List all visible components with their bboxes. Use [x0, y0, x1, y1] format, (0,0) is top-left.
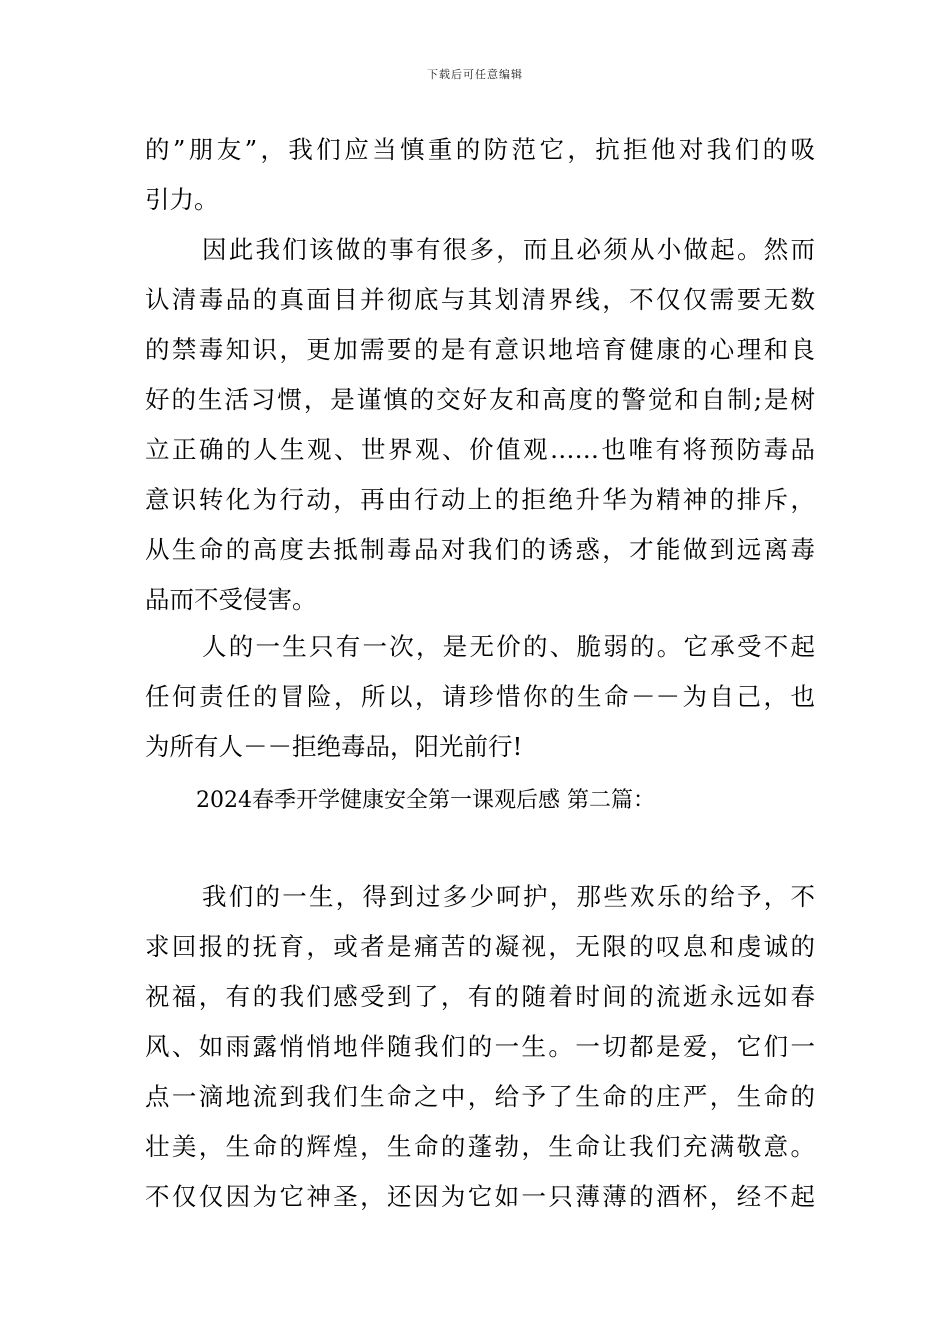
page-header: 下载后可任意编辑 [427, 68, 523, 81]
body-line: 为所有人－－拒绝毒品，阳光前行! [145, 732, 523, 761]
body-line: 点一滴地流到我们生命之中，给予了生命的庄严，生命的 [145, 1082, 815, 1111]
body-line: 好的生活习惯，是谨慎的交好友和高度的警觉和自制;是树 [145, 385, 815, 414]
body-line: 的禁毒知识，更加需要的是有意识地培育健康的心理和良 [145, 335, 815, 364]
body-line: 品而不受侵害。 [145, 585, 317, 614]
body-line: 任何责任的冒险，所以，请珍惜你的生命－－为自己，也 [145, 682, 815, 711]
paragraph-first-line: 人的一生只有一次，是无价的、脆弱的。它承受不起 [202, 632, 815, 661]
body-line: 壮美，生命的辉煌，生命的蓬勃，生命让我们充满敬意。 [145, 1132, 815, 1161]
body-line: 引力。 [145, 185, 219, 214]
body-line: 求回报的抚育，或者是痛苦的凝视，无限的叹息和虔诚的 [145, 932, 815, 961]
body-line: 祝福，有的我们感受到了，有的随着时间的流逝永远如春 [145, 982, 815, 1011]
body-line: 不仅仅因为它神圣，还因为它如一只薄薄的酒杯，经不起 [145, 1182, 815, 1211]
paragraph-first-line: 我们的一生，得到过多少呵护，那些欢乐的给予，不 [202, 882, 815, 911]
body-line: 意识转化为行动，再由行动上的拒绝升华为精神的排斥， [145, 485, 815, 514]
body-line: 的”朋友”，我们应当慎重的防范它，抗拒他对我们的吸 [145, 135, 815, 164]
paragraph-first-line: 因此我们该做的事有很多，而且必须从小做起。然而 [202, 235, 815, 264]
body-line: 认清毒品的真面目并彻底与其划清界线，不仅仅需要无数 [145, 285, 815, 314]
body-line: 立正确的人生观、世界观、价值观……也唯有将预防毒品 [145, 435, 815, 464]
body-line: 风、如雨露悄悄地伴随我们的一生。一切都是爱，它们一 [145, 1032, 815, 1061]
section-heading: 2024春季开学健康安全第一课观后感 第二篇： [196, 788, 655, 813]
body-line: 从生命的高度去抵制毒品对我们的诱惑，才能做到远离毒 [145, 535, 815, 564]
